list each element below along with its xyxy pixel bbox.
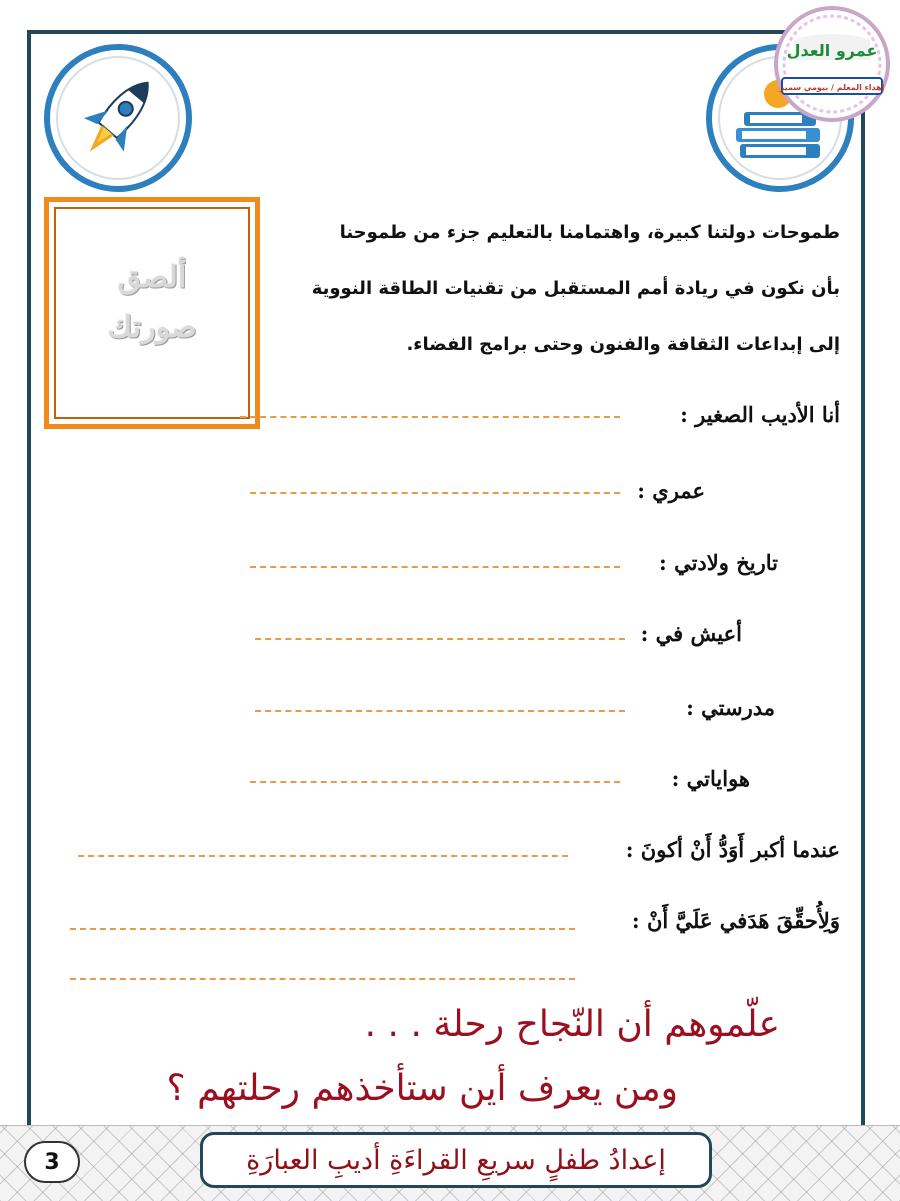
quote-line-2: ومن يعرف أين ستأخذهم رحلتهم ؟	[166, 1068, 678, 1109]
label-name: أنا الأديب الصغير :	[680, 402, 840, 427]
label-goal: وَلِأُحقِّقَ هَدَفي عَلَيَّ أَنْ :	[631, 908, 840, 933]
label-residence: أعيش في :	[640, 621, 742, 646]
label-birthdate: تاريخ ولادتي :	[659, 550, 778, 575]
footer-title: إعدادُ طفلٍ سريعِ القراءَةِ أديبِ العبارَةِ	[200, 1132, 712, 1188]
input-line-hobbies[interactable]	[250, 781, 620, 783]
page-number: 3	[24, 1141, 80, 1183]
label-school: مدرستي :	[686, 695, 775, 720]
photo-placeholder	[44, 197, 260, 429]
label-hobbies: هواياتي :	[671, 766, 750, 791]
rocket-icon	[50, 50, 186, 186]
input-line-residence[interactable]	[255, 638, 625, 640]
label-future: عندما أكبر أَوَدُّ أَنْ أكونَ :	[625, 837, 840, 862]
input-line-birthdate[interactable]	[250, 566, 620, 568]
intro-line-3: إلى إبداعات الثقافة والفنون وحتى برامج الفضاء.	[406, 334, 840, 355]
intro-paragraph	[280, 205, 840, 373]
svg-text:إهداء المعلم / بيومي سمير: إهداء المعلم / بيومي سمير	[779, 83, 885, 92]
label-age: عمري :	[637, 478, 705, 503]
input-line-future[interactable]	[78, 855, 568, 857]
photo-text-line2: صورتك	[107, 310, 197, 345]
input-line-school[interactable]	[255, 710, 625, 712]
intro-line-2: بأن نكون في ريادة أمم المستقبل من تقنيات الطاقة النووية	[311, 278, 840, 299]
intro-line-1: طموحات دولتنا كبيرة، واهتمامنا بالتعليم جزء من طموحنا	[339, 222, 840, 243]
rocket-badge	[44, 44, 192, 192]
input-line-age[interactable]	[250, 492, 620, 494]
photo-text-line1: ألصق	[117, 260, 187, 295]
quote-line-1: علّموهم أن النّجاح رحلة . . .	[364, 1004, 780, 1045]
input-line-name[interactable]	[240, 416, 620, 418]
input-line-goal-2[interactable]	[70, 978, 575, 980]
svg-text:عمرو العدل: عمرو العدل	[786, 41, 878, 60]
seal-logo	[772, 4, 892, 124]
input-line-goal-1[interactable]	[70, 928, 575, 930]
